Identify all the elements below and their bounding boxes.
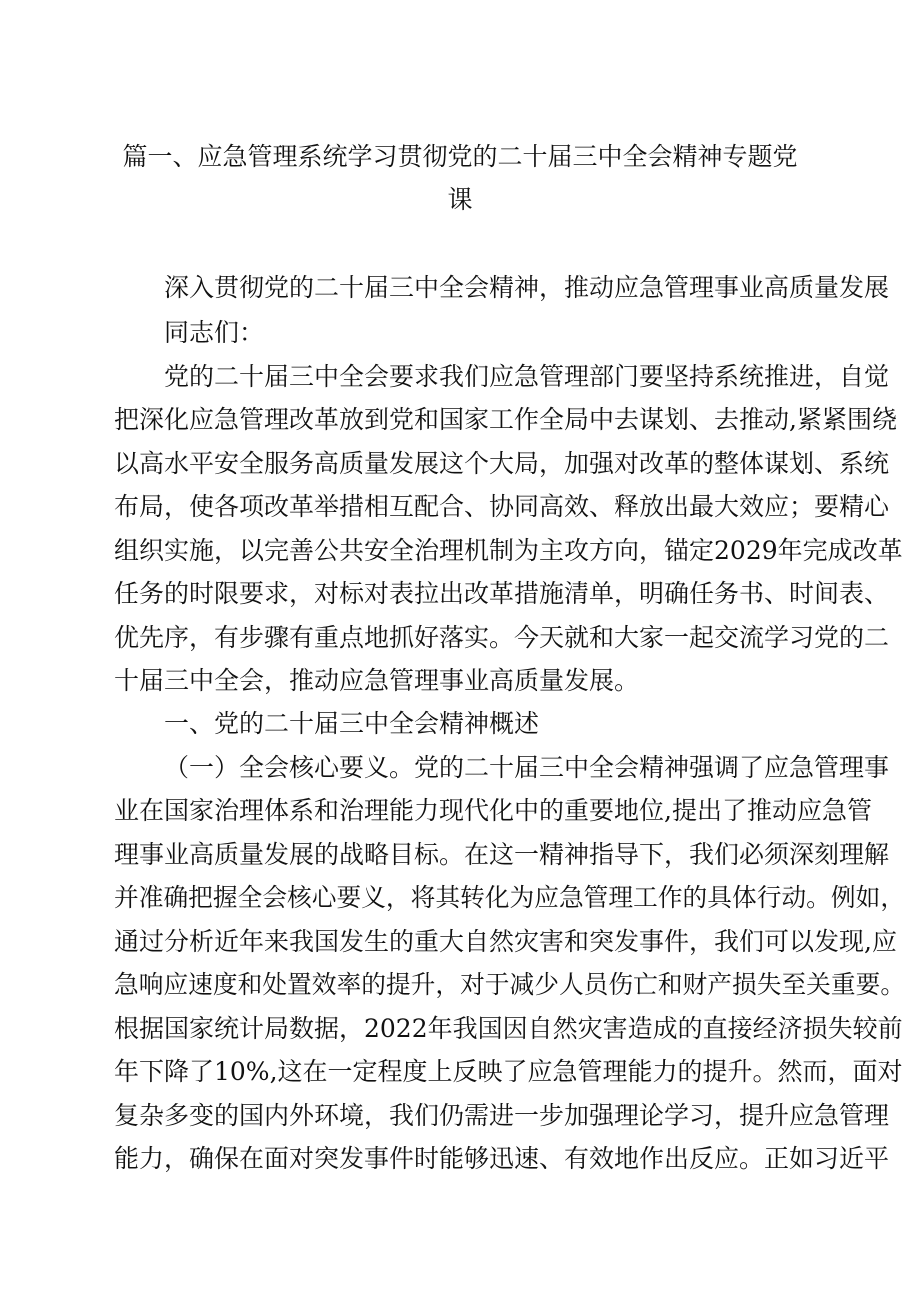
body-line: 优先序，有步骤有重点地抓好落实。今天就和大家一起交流学习党的二: [114, 623, 890, 652]
section-line: 理事业高质量发展的战略目标。在这一精神指导下，我们必须深刻理解: [114, 840, 890, 869]
section-line: 并准确把握全会核心要义，将其转化为应急管理工作的具体行动。例如，: [114, 883, 906, 912]
document-title-line-1: 篇一、应急管理系统学习贯彻党的二十届三中全会精神专题党: [122, 142, 798, 171]
body-line: 组织实施，以完善公共安全治理机制为主攻方向，锚定2029年完成改革: [114, 536, 903, 565]
body-line: 以高水平安全服务高质量发展这个大局，加强对改革的整体谋划、系统: [114, 449, 890, 478]
section-line: 根据国家统计局数据，2022年我国因自然灾害造成的直接经济损失较前: [114, 1014, 903, 1043]
section-line: 业在国家治理体系和治理能力现代化中的重要地位,提出了推动应急管: [114, 796, 872, 825]
section-line: 年下降了10%,这在一定程度上反映了应急管理能力的提升。然而，面对: [114, 1057, 903, 1086]
body-line: 布局，使各项改革举措相互配合、协同高效、释放出最大效应；要精心: [114, 492, 890, 521]
body-line-salutation: 同志们：: [164, 318, 265, 347]
body-line: 把深化应急管理改革放到党和国家工作全局中去谋划、去推动,紧紧围绕: [114, 405, 897, 434]
body-line: 党的二十届三中全会要求我们应急管理部门要坚持系统推进，自觉: [164, 362, 890, 391]
section-heading: 一、党的二十届三中全会精神概述: [164, 709, 540, 738]
section-line: 能力，确保在面对突发事件时能够迅速、有效地作出反应。正如习近平: [114, 1144, 890, 1173]
section-line: 急响应速度和处置效率的提升，对于减少人员伤亡和财产损失至关重要。: [114, 970, 906, 999]
body-line-subtitle: 深入贯彻党的二十届三中全会精神，推动应急管理事业高质量发展: [164, 273, 890, 302]
section-line: 通过分析近年来我国发生的重大自然灾害和突发事件，我们可以发现,应: [114, 927, 897, 956]
document-title-line-2: 课: [447, 185, 473, 214]
body-line: 十届三中全会，推动应急管理事业高质量发展。: [114, 666, 640, 695]
section-line: 复杂多变的国内外环境，我们仍需进一步加强理论学习，提升应急管理: [114, 1101, 890, 1130]
body-line: 任务的时限要求，对标对表拉出改革措施清单，明确任务书、时间表、: [114, 579, 890, 608]
section-line: （一）全会核心要义。党的二十届三中全会精神强调了应急管理事: [164, 753, 890, 782]
